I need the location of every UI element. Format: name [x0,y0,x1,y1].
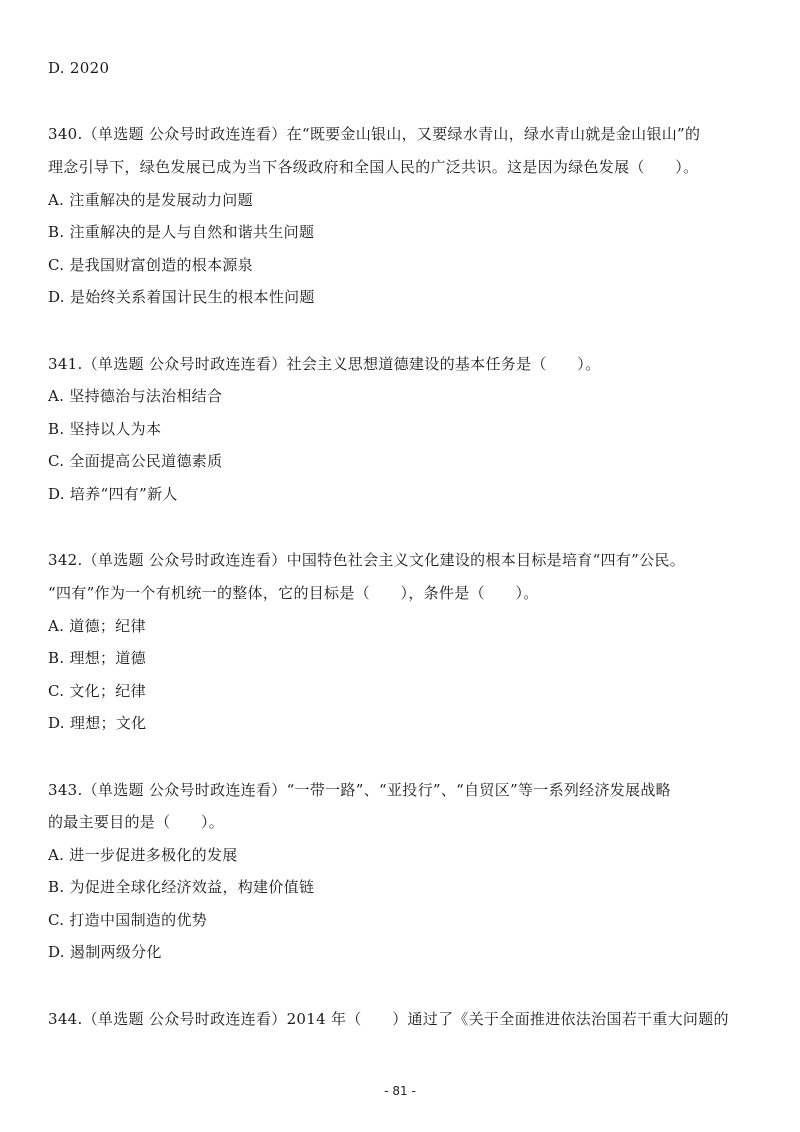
option-c: C. 打造中国制造的优势 [48,911,208,929]
option-b: B. 理想；道德 [48,649,146,667]
question-stem: 344.（单选题 公众号时政连连看）2014 年（ ）通过了《关于全面推进依法治国若干重大问题的 [48,1010,729,1028]
prev-question-option-d: D. 2020 [48,59,110,77]
option-c: C. 全面提高公民道德素质 [48,452,223,470]
option-b: B. 注重解决的是人与自然和谐共生问题 [48,223,315,241]
option-d: D. 理想；文化 [48,714,147,732]
question-stem: 的最主要目的是（ ）。 [48,813,225,831]
option-c: C. 文化；纪律 [48,682,146,700]
option-b: B. 为促进全球化经济效益，构建价值链 [48,878,315,896]
page-number: - 81 - [384,1084,416,1098]
option-a: A. 坚持德治与法治相结合 [48,387,223,405]
option-a: A. 道德；纪律 [48,617,146,635]
option-a: A. 进一步促进多极化的发展 [48,846,238,864]
option-b: B. 坚持以人为本 [48,420,162,438]
option-a: A. 注重解决的是发展动力问题 [48,191,253,209]
question-stem: 341.（单选题 公众号时政连连看）社会主义思想道德建设的基本任务是（ ）。 [48,355,601,373]
question-stem: 343.（单选题 公众号时政连连看）“一带一路”、“亚投行”、“自贸区”等一系列经济发展战略 [48,781,671,799]
option-d: D. 遏制两级分化 [48,943,162,961]
question-stem: 理念引导下，绿色发展已成为当下各级政府和全国人民的广泛共识。这是因为绿色发展（ ）。 [48,158,699,176]
option-d: D. 是始终关系着国计民生的根本性问题 [48,288,315,306]
question-stem: “四有”作为一个有机统一的整体，它的目标是（ ），条件是（ ）。 [48,584,539,602]
question-stem: 342.（单选题 公众号时政连连看）中国特色社会主义文化建设的根本目标是培育“四有”公民。 [48,551,686,569]
option-c: C. 是我国财富创造的根本源泉 [48,256,253,274]
option-d: D. 培养“四有”新人 [48,485,178,503]
question-stem: 340.（单选题 公众号时政连连看）在“既要金山银山，又要绿水青山，绿水青山就是金山银山”的 [48,125,701,143]
